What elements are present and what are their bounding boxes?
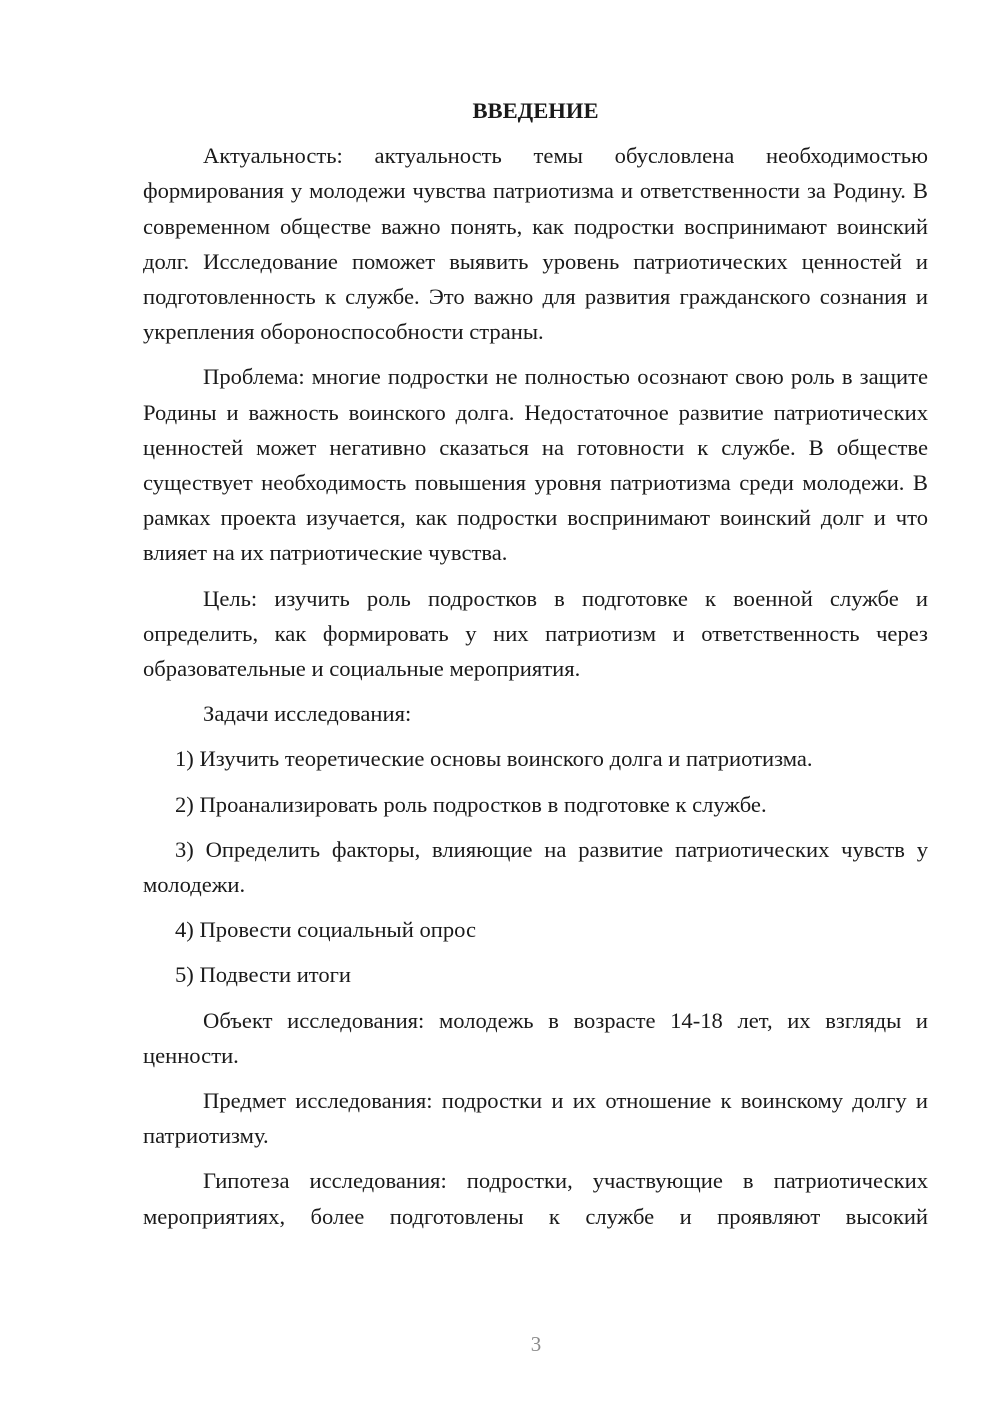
subject-paragraph: Предмет исследования: подростки и их отношение к воинскому долгу и патриотизму. xyxy=(143,1088,928,1149)
task-item: 5) Подвести итоги xyxy=(175,962,352,988)
section-title: ВВЕДЕНИЕ xyxy=(472,98,599,123)
task-item: 4) Провести социальный опрос xyxy=(175,917,477,943)
task-item: 1) Изучить теоретические основы воинского долга и патриотизма. xyxy=(175,746,813,772)
tasks-heading: Задачи исследования: xyxy=(203,701,412,727)
task-item: 3) Определить факторы, влияющие на развитие патриотических чувств у молодежи. xyxy=(143,836,928,898)
object-paragraph: Объект исследования: молодежь в возрасте 14-18 лет, их взгляды и ценности. xyxy=(143,1007,928,1068)
document-body xyxy=(143,93,928,1244)
problem-paragraph: Проблема: многие подростки не полностью осознают свою роль в защите Родины и важность воинского долга. Недостаточное развитие патриотических ценностей может негативно сказаться на готовности к службе. В обществе существует необходимость повышения уровня патриотизма среди молодежи. В рамках проекта изучается, как подростки воспринимают воинский долг и что влияет на их патриотические чувства. xyxy=(143,364,928,566)
goal-paragraph: Цель: изучить роль подростков в подготовке к военной службе и определить, как формировать у них патриотизм и ответственность через образовательные и социальные мероприятия. xyxy=(143,585,928,682)
relevance-paragraph: Актуальность: актуальность темы обусловлена необходимостью формирования у молодежи чувства патриотизма и ответственности за Родину. В современном обществе важно понять, как подростки воспринимают воинский долг. Исследование поможет выявить уровень патриотических ценностей и подготовленность к службе. Это важно для развития гражданского сознания и укрепления обороноспособности страны. xyxy=(143,143,928,345)
task-item: 2) Проанализировать роль подростков в подготовке к службе. xyxy=(175,791,767,817)
page-number: 3 xyxy=(530,1332,542,1356)
hypothesis-paragraph: Гипотеза исследования: подростки, участвующие в патриотических мероприятиях, более подготовлены к службе и проявляют высокий xyxy=(143,1168,928,1229)
